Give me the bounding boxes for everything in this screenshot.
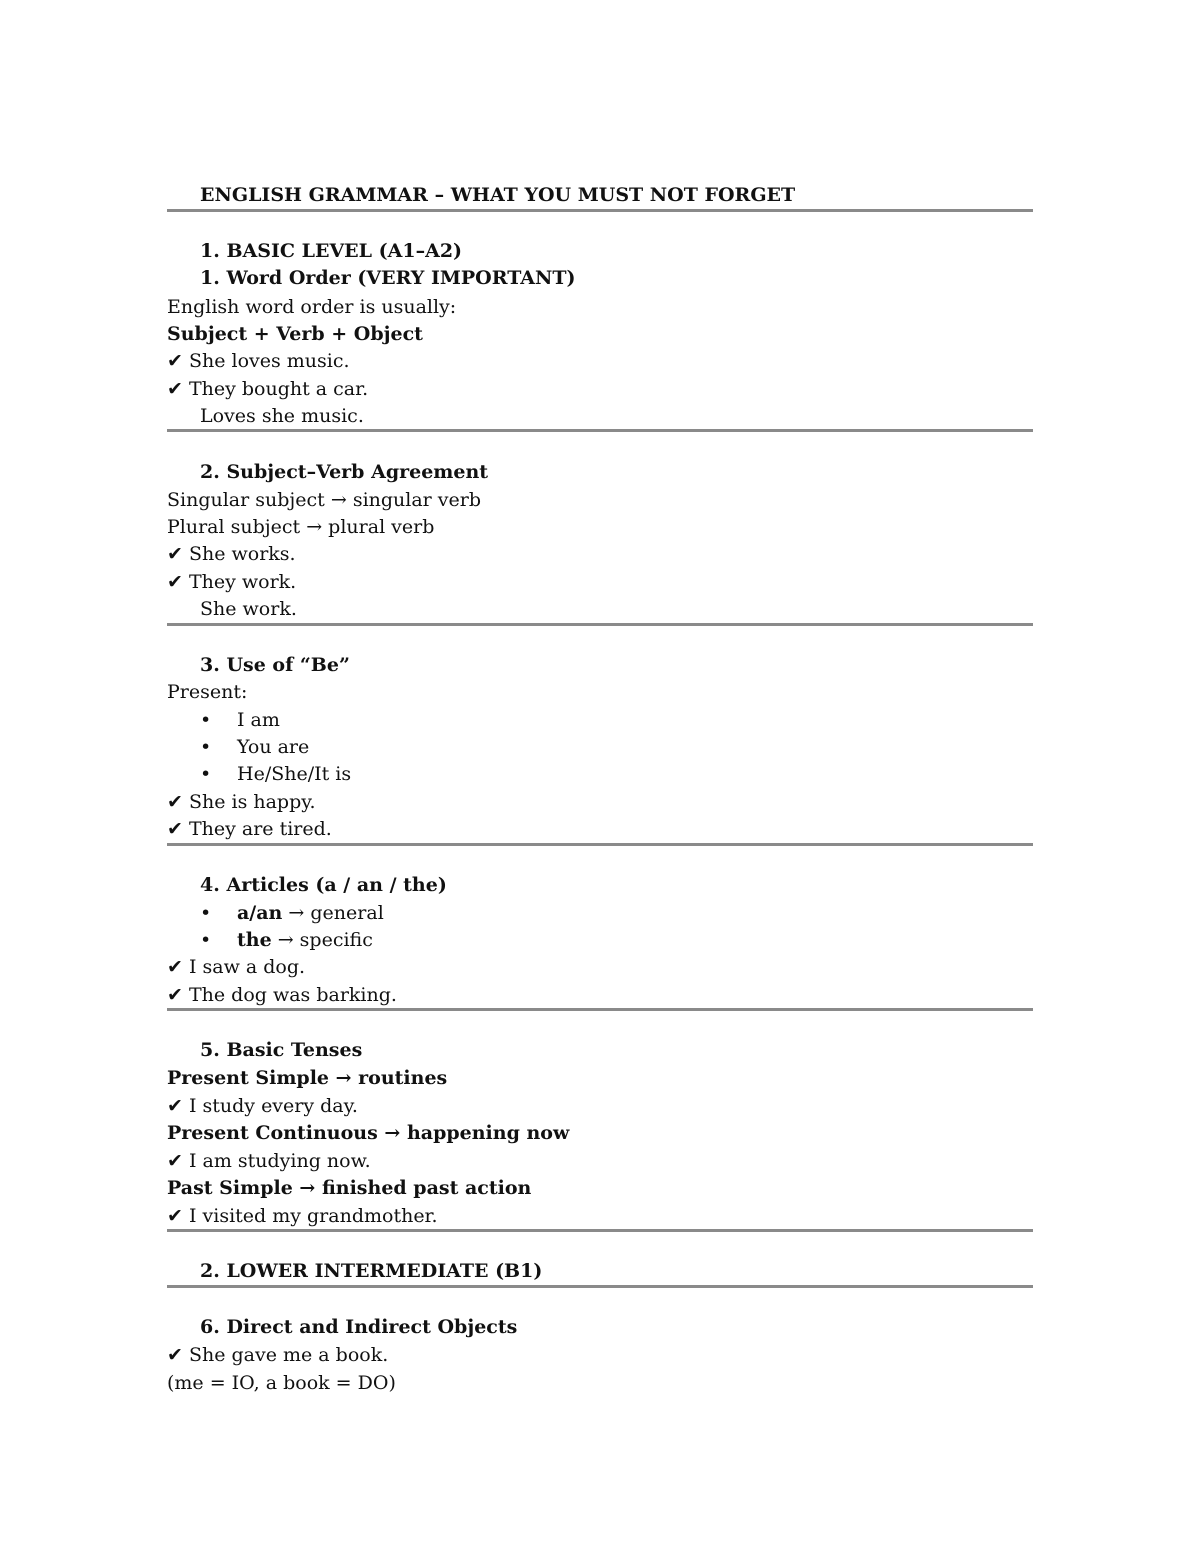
list-item: I am: [237, 709, 280, 731]
level-heading: 2. LOWER INTERMEDIATE (B1): [200, 1260, 543, 1282]
example-correct: ✔ I am studying now.: [167, 1150, 371, 1172]
rule-text: Singular subject → singular verb: [167, 489, 482, 511]
example-correct: ✔ She works.: [167, 543, 296, 565]
note-text: (me = IO, a book = DO): [167, 1372, 396, 1394]
bullet-icon: •: [200, 929, 212, 951]
tense-rule: Present Simple → routines: [167, 1067, 448, 1089]
example-correct: ✔ They bought a car.: [167, 378, 369, 400]
example-correct: ✔ She is happy.: [167, 791, 316, 813]
divider: [167, 843, 1033, 846]
body-text: Present:: [167, 681, 248, 703]
example-correct: ✔ They are tired.: [167, 818, 332, 840]
divider: [167, 1285, 1033, 1288]
document-title: ENGLISH GRAMMAR – WHAT YOU MUST NOT FORGET: [200, 184, 796, 206]
list-item: You are: [237, 736, 310, 758]
term-meaning: → specific: [271, 929, 373, 951]
section-heading: 2. Subject–Verb Agreement: [200, 461, 489, 483]
divider: [167, 1008, 1033, 1011]
section-heading: 4. Articles (a / an / the): [200, 874, 447, 896]
bullet-icon: •: [200, 763, 212, 785]
divider: [167, 623, 1033, 626]
section-heading: 6. Direct and Indirect Objects: [200, 1316, 518, 1338]
divider: [167, 209, 1033, 212]
tense-rule: Past Simple → finished past action: [167, 1177, 532, 1199]
term-bold: the: [237, 929, 272, 951]
example-correct: ✔ I visited my grandmother.: [167, 1205, 438, 1227]
list-item: [237, 901, 384, 925]
divider: [167, 429, 1033, 432]
bullet-icon: •: [200, 709, 212, 731]
example-incorrect: She work.: [200, 598, 297, 620]
divider: [167, 1229, 1033, 1232]
list-item: [237, 928, 373, 952]
example-correct: ✔ She loves music.: [167, 350, 350, 372]
pattern-text: Subject + Verb + Object: [167, 323, 423, 345]
rule-text: Plural subject → plural verb: [167, 516, 435, 538]
body-text: English word order is usually:: [167, 296, 457, 318]
example-correct: ✔ She gave me a book.: [167, 1344, 389, 1366]
section-heading: 3. Use of “Be”: [200, 654, 350, 676]
level-heading: 1. BASIC LEVEL (A1–A2): [200, 240, 463, 262]
example-correct: ✔ I saw a dog.: [167, 956, 306, 978]
example-incorrect: Loves she music.: [200, 405, 364, 427]
example-correct: ✔ The dog was barking.: [167, 984, 397, 1006]
list-item: He/She/It is: [237, 763, 352, 785]
section-heading: 1. Word Order (VERY IMPORTANT): [200, 267, 576, 289]
example-correct: ✔ I study every day.: [167, 1095, 358, 1117]
term-meaning: → general: [282, 902, 384, 924]
example-correct: ✔ They work.: [167, 571, 297, 593]
term-bold: a/an: [237, 902, 283, 924]
bullet-icon: •: [200, 736, 212, 758]
tense-rule: Present Continuous → happening now: [167, 1122, 570, 1144]
bullet-icon: •: [200, 902, 212, 924]
section-heading: 5. Basic Tenses: [200, 1039, 363, 1061]
